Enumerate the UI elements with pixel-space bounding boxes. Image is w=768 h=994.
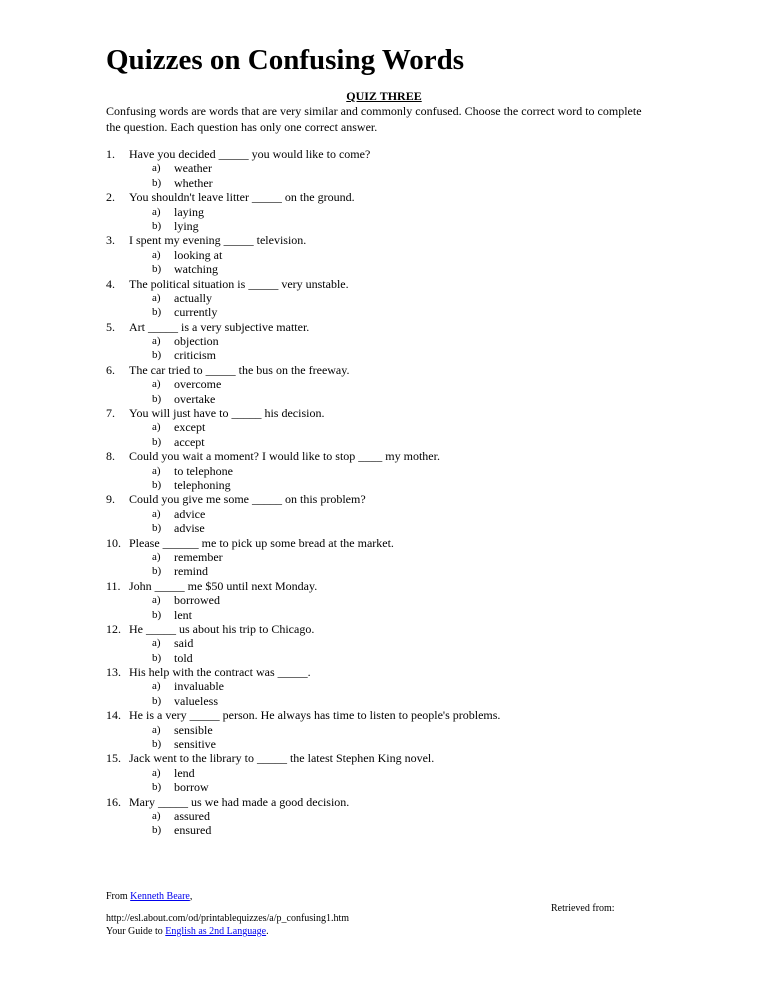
option-text: except xyxy=(174,420,206,435)
question-item xyxy=(106,751,706,765)
option-letter: b) xyxy=(152,738,162,751)
option-letter: a) xyxy=(152,550,161,563)
question-number: 15. xyxy=(106,751,121,766)
question-number: 11. xyxy=(106,578,121,593)
option-letter: a) xyxy=(152,291,161,304)
guide-suffix: . xyxy=(266,926,269,937)
question-item xyxy=(106,579,706,593)
answer-option xyxy=(106,809,706,823)
option-text: to telephone xyxy=(174,463,233,478)
question-text: John _____ me $50 until next Monday. xyxy=(129,578,318,593)
answer-option xyxy=(106,651,706,665)
option-letter: a) xyxy=(152,421,161,434)
question-item xyxy=(106,147,706,161)
answer-option xyxy=(106,521,706,535)
question-number: 4. xyxy=(106,276,115,291)
option-letter: b) xyxy=(152,349,162,362)
question-text: You will just have to _____ his decision. xyxy=(129,406,325,421)
answer-option xyxy=(106,564,706,578)
option-letter: b) xyxy=(152,824,162,837)
option-letter: b) xyxy=(152,306,162,319)
question-item xyxy=(106,795,706,809)
option-letter: a) xyxy=(152,809,161,822)
question-number: 16. xyxy=(106,794,121,809)
footer-guide xyxy=(106,926,269,937)
question-text: Art _____ is a very subjective matter. xyxy=(129,319,310,334)
option-text: advise xyxy=(174,521,205,536)
question-list xyxy=(106,147,706,838)
question-text: You shouldn't leave litter _____ on the ground. xyxy=(129,190,355,205)
question-number: 1. xyxy=(106,147,115,161)
option-letter: b) xyxy=(152,435,162,448)
option-text: currently xyxy=(174,305,218,320)
answer-option xyxy=(106,248,706,262)
option-letter: a) xyxy=(152,680,161,693)
question-number: 8. xyxy=(106,449,115,464)
question-item xyxy=(106,406,706,420)
question-text: Please ______ me to pick up some bread at the market. xyxy=(129,535,394,550)
option-text: lend xyxy=(174,765,195,780)
answer-option xyxy=(106,679,706,693)
option-text: lent xyxy=(174,607,192,622)
answer-option xyxy=(106,823,706,837)
question-text: He is a very _____ person. He always has time to listen to people's problems. xyxy=(129,708,501,723)
answer-option xyxy=(106,348,706,362)
option-letter: a) xyxy=(152,594,161,607)
retrieved-label: Retrieved from: xyxy=(551,903,615,914)
question-number: 10. xyxy=(106,535,121,550)
question-text: Have you decided _____ you would like to come? xyxy=(129,147,371,161)
question-item xyxy=(106,536,706,550)
option-letter: b) xyxy=(152,478,162,491)
question-number: 13. xyxy=(106,665,121,680)
question-number: 5. xyxy=(106,319,115,334)
guide-prefix: Your Guide to xyxy=(106,926,166,937)
option-text: looking at xyxy=(174,247,223,262)
option-text: borrow xyxy=(174,780,209,795)
question-item xyxy=(106,277,706,291)
option-text: sensitive xyxy=(174,737,216,752)
question-number: 12. xyxy=(106,621,121,636)
question-number: 6. xyxy=(106,362,115,377)
question-item xyxy=(106,708,706,722)
answer-option xyxy=(106,262,706,276)
answer-option xyxy=(106,377,706,391)
option-letter: a) xyxy=(152,378,161,391)
option-text: lying xyxy=(174,218,199,233)
answer-option xyxy=(106,507,706,521)
option-text: weather xyxy=(174,161,212,176)
question-item xyxy=(106,320,706,334)
option-letter: a) xyxy=(152,162,161,175)
option-text: ensured xyxy=(174,823,212,838)
question-number: 2. xyxy=(106,190,115,205)
option-text: laying xyxy=(174,204,204,219)
option-text: said xyxy=(174,636,194,651)
question-item xyxy=(106,363,706,377)
option-letter: b) xyxy=(152,781,162,794)
question-text: Could you wait a moment? I would like to stop ____ my mother. xyxy=(129,449,440,464)
answer-option xyxy=(106,161,706,175)
option-letter: a) xyxy=(152,766,161,779)
source-url: http://esl.about.com/od/printablequizzes/a/p_confusing1.htm xyxy=(106,913,350,924)
answer-option xyxy=(106,219,706,233)
question-text: His help with the contract was _____. xyxy=(129,665,311,680)
option-letter: a) xyxy=(152,335,161,348)
answer-option xyxy=(106,608,706,622)
answer-option xyxy=(106,737,706,751)
option-letter: b) xyxy=(152,694,162,707)
option-text: told xyxy=(174,650,193,665)
option-text: assured xyxy=(174,808,210,823)
option-text: watching xyxy=(174,262,218,277)
question-number: 9. xyxy=(106,492,115,507)
question-text: I spent my evening _____ television. xyxy=(129,233,307,248)
answer-option xyxy=(106,392,706,406)
option-text: sensible xyxy=(174,722,213,737)
answer-option xyxy=(106,205,706,219)
answer-option xyxy=(106,766,706,780)
question-item xyxy=(106,665,706,679)
answer-option xyxy=(106,176,706,190)
option-letter: b) xyxy=(152,219,162,232)
option-letter: b) xyxy=(152,263,162,276)
answer-option xyxy=(106,723,706,737)
answer-option xyxy=(106,478,706,492)
option-text: objection xyxy=(174,334,219,349)
option-letter: b) xyxy=(152,522,162,535)
option-text: telephoning xyxy=(174,477,231,492)
question-item xyxy=(106,449,706,463)
question-number: 14. xyxy=(106,708,121,723)
option-letter: a) xyxy=(152,464,161,477)
question-item xyxy=(106,190,706,204)
option-text: remind xyxy=(174,564,208,579)
question-text: Jack went to the library to _____ the latest Stephen King novel. xyxy=(129,751,435,766)
answer-option xyxy=(106,305,706,319)
answer-option xyxy=(106,420,706,434)
option-text: accept xyxy=(174,434,205,449)
answer-option xyxy=(106,464,706,478)
option-letter: b) xyxy=(152,565,162,578)
option-letter: a) xyxy=(152,637,161,650)
option-text: advice xyxy=(174,506,206,521)
option-text: actually xyxy=(174,290,212,305)
from-prefix: From xyxy=(106,891,131,902)
quiz-subtitle: QUIZ THREE xyxy=(346,89,422,103)
from-suffix: , xyxy=(189,891,193,902)
option-text: criticism xyxy=(174,348,216,363)
option-text: borrowed xyxy=(174,593,220,608)
answer-option xyxy=(106,593,706,607)
question-item xyxy=(106,492,706,506)
question-text: Mary _____ us we had made a good decision. xyxy=(129,794,350,809)
question-number: 3. xyxy=(106,233,115,248)
intro-paragraph: Confusing words are words that are very similar and commonly confused. Choose the correct word to complete the question. Each question has only one correct answer. xyxy=(106,104,642,134)
option-letter: a) xyxy=(152,205,161,218)
question-item xyxy=(106,622,706,636)
guide-link[interactable]: English as 2nd Language xyxy=(165,926,267,937)
answer-option xyxy=(106,550,706,564)
answer-option xyxy=(106,291,706,305)
answer-option xyxy=(106,636,706,650)
footer-from xyxy=(106,891,192,902)
option-letter: a) xyxy=(152,723,161,736)
question-text: The car tried to _____ the bus on the freeway. xyxy=(129,362,350,377)
answer-option xyxy=(106,694,706,708)
option-text: invaluable xyxy=(174,679,224,694)
option-letter: b) xyxy=(152,608,162,621)
page-title: Quizzes on Confusing Words xyxy=(106,44,465,76)
answer-option xyxy=(106,435,706,449)
option-letter: a) xyxy=(152,507,161,520)
answer-option xyxy=(106,334,706,348)
option-text: remember xyxy=(174,549,223,564)
question-text: Could you give me some _____ on this problem? xyxy=(129,492,366,507)
option-text: whether xyxy=(174,175,213,190)
question-text: He _____ us about his trip to Chicago. xyxy=(129,621,315,636)
option-letter: b) xyxy=(152,176,162,189)
author-link[interactable]: Kenneth Beare xyxy=(130,891,190,902)
question-text: The political situation is _____ very unstable. xyxy=(129,276,349,291)
answer-option xyxy=(106,780,706,794)
question-number: 7. xyxy=(106,406,115,421)
option-letter: a) xyxy=(152,248,161,261)
option-letter: b) xyxy=(152,392,162,405)
option-text: valueless xyxy=(174,693,218,708)
option-letter: b) xyxy=(152,651,162,664)
option-text: overtake xyxy=(174,391,216,406)
option-text: overcome xyxy=(174,377,222,392)
question-item xyxy=(106,233,706,247)
